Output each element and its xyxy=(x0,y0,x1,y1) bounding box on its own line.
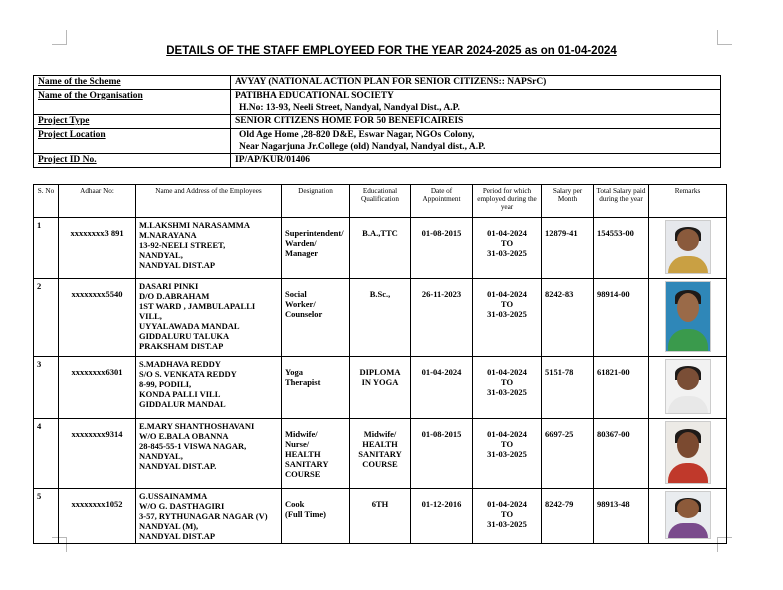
row-name-address xyxy=(136,489,282,544)
header-period: Period for which employed during the year xyxy=(473,185,542,218)
period-line: 31-03-2025 xyxy=(487,449,527,459)
row-sno: 5 xyxy=(34,489,59,544)
designation-line: HEALTH xyxy=(285,449,321,459)
row-period xyxy=(473,357,542,419)
qualification-line: DIPLOMA xyxy=(359,367,401,377)
period-line: TO xyxy=(500,299,514,309)
row-sno: 1 xyxy=(34,218,59,279)
employee-photo-icon xyxy=(665,421,711,484)
location-line-2: Near Nagarjuna Jr.College (old) Nandyal, Nandyal dist., A.P. xyxy=(239,142,486,152)
row-qualification xyxy=(350,357,411,419)
name-address-line: 28-845-55-1 VISWA NAGAR, xyxy=(139,441,247,451)
row-doa: 01-12-2016 xyxy=(411,489,473,544)
header-salary: Salary per Month xyxy=(542,185,594,218)
period-line: 01-04-2024 xyxy=(487,429,527,439)
name-address-line: 3-57, RYTHUNAGAR NAGAR (V) xyxy=(139,511,268,521)
designation-line: Superintendent/ xyxy=(285,228,344,238)
info-label: Name of the Scheme xyxy=(34,76,231,90)
row-salary: 6697-25 xyxy=(542,419,594,489)
employee-photo-icon xyxy=(665,491,711,539)
designation-line: Therapist xyxy=(285,377,321,387)
name-address-line: G.USSAINAMMA xyxy=(139,491,208,501)
row-remarks-photo xyxy=(649,419,727,489)
period-line: TO xyxy=(500,439,514,449)
qualification-line: SANITARY xyxy=(358,449,402,459)
designation-line: COURSE xyxy=(285,469,321,479)
name-address-line: GIDDALUR MANDAL xyxy=(139,399,226,409)
row-aadhaar: xxxxxxxx3 891 xyxy=(59,218,136,279)
row-period xyxy=(473,218,542,279)
info-row-location xyxy=(34,129,721,154)
row-aadhaar: xxxxxxxx5540 xyxy=(59,279,136,357)
row-name-address xyxy=(136,419,282,489)
row-qualification xyxy=(350,279,411,357)
row-total: 98913-48 xyxy=(594,489,649,544)
row-doa: 01-08-2015 xyxy=(411,419,473,489)
row-period xyxy=(473,489,542,544)
row-salary: 12879-41 xyxy=(542,218,594,279)
info-label: Name of the Organisation xyxy=(34,90,231,115)
row-sno: 3 xyxy=(34,357,59,419)
row-total: 154553-00 xyxy=(594,218,649,279)
crop-mark-top-right xyxy=(717,30,732,45)
row-salary: 8242-79 xyxy=(542,489,594,544)
period-line: 31-03-2025 xyxy=(487,248,527,258)
header-total: Total Salary paid during the year xyxy=(594,185,649,218)
row-remarks-photo xyxy=(649,218,727,279)
row-remarks-photo xyxy=(649,489,727,544)
employee-photo-icon xyxy=(665,359,711,414)
employee-photo-icon xyxy=(665,281,711,352)
row-name-address xyxy=(136,279,282,357)
designation-line: Yoga xyxy=(285,367,303,377)
table-row xyxy=(34,419,727,489)
table-row xyxy=(34,218,727,279)
designation-line: Social xyxy=(285,289,307,299)
page-title: DETAILS OF THE STAFF EMPLOYEED FOR THE YEAR 2024-2025 as on 01-04-2024 xyxy=(166,45,617,57)
info-value: IP/AP/KUR/01406 xyxy=(231,154,721,168)
name-address-line: S/O S. VENKATA REDDY xyxy=(139,369,237,379)
staff-header-row xyxy=(34,185,727,218)
period-line: 01-04-2024 xyxy=(487,228,527,238)
header-name: Name and Address of the Employees xyxy=(136,185,282,218)
row-total: 80367-00 xyxy=(594,419,649,489)
row-remarks-photo xyxy=(649,357,727,419)
info-value: AVYAY (NATIONAL ACTION PLAN FOR SENIOR CITIZENS:: NAPSrC) xyxy=(231,76,721,90)
row-salary: 5151-78 xyxy=(542,357,594,419)
name-address-line: VILL, xyxy=(139,311,162,321)
period-line: TO xyxy=(500,377,514,387)
period-line: 31-03-2025 xyxy=(487,309,527,319)
name-address-line: GIDDALURU TALUKA xyxy=(139,331,230,341)
name-address-line: 8-99, PODILI, xyxy=(139,379,192,389)
designation-line: Worker/ xyxy=(285,299,316,309)
qualification-line: 6TH xyxy=(371,499,389,509)
project-info-table xyxy=(33,75,721,168)
name-address-line: 13-92-NEELI STREET, xyxy=(139,240,226,250)
staff-table xyxy=(33,184,727,544)
table-row xyxy=(34,489,727,544)
crop-mark-top-left xyxy=(52,30,67,45)
header-aadhaar: Adhaar No: xyxy=(59,185,136,218)
row-name-address xyxy=(136,218,282,279)
row-qualification xyxy=(350,218,411,279)
name-address-line: NANDYAL, xyxy=(139,451,183,461)
row-aadhaar: xxxxxxxx9314 xyxy=(59,419,136,489)
period-line: 01-04-2024 xyxy=(487,289,527,299)
row-designation xyxy=(282,419,350,489)
location-line-1: Old Age Home ,28-820 D&E, Eswar Nagar, NGOs Colony, xyxy=(239,130,475,140)
info-row-scheme xyxy=(34,76,721,90)
qualification-line: B.Sc., xyxy=(369,289,391,299)
header-doa: Date of Appointment xyxy=(411,185,473,218)
name-address-line: S.MADHAVA REDDY xyxy=(139,359,221,369)
info-value xyxy=(231,129,721,154)
row-aadhaar: xxxxxxxx1052 xyxy=(59,489,136,544)
name-address-line: NANDYAL DIST.AP. xyxy=(139,461,217,471)
row-sno: 4 xyxy=(34,419,59,489)
designation-line: Counselor xyxy=(285,309,323,319)
row-total: 61821-00 xyxy=(594,357,649,419)
row-qualification xyxy=(350,419,411,489)
qualification-line: B.A.,TTC xyxy=(362,228,398,238)
info-label: Project Type xyxy=(34,115,231,129)
row-sno: 2 xyxy=(34,279,59,357)
row-salary: 8242-83 xyxy=(542,279,594,357)
org-address: H.No: 13-93, Neeli Street, Nandyal, Nandyal Dist., A.P. xyxy=(239,103,460,113)
designation-line: Warden/ xyxy=(285,238,317,248)
name-address-line: KONDA PALLI VILL xyxy=(139,389,221,399)
qualification-line: Midwife/ xyxy=(363,429,397,439)
designation-line: SANITARY xyxy=(285,459,329,469)
info-value xyxy=(231,90,721,115)
header-designation: Designation xyxy=(282,185,350,218)
row-doa: 01-04-2024 xyxy=(411,357,473,419)
name-address-line: W/O E.BALA OBANNA xyxy=(139,431,229,441)
row-designation xyxy=(282,357,350,419)
row-aadhaar: xxxxxxxx6301 xyxy=(59,357,136,419)
header-remarks: Remarks xyxy=(649,185,727,218)
name-address-line: 1ST WARD , JAMBULAPALLI xyxy=(139,301,256,311)
designation-line: Nurse/ xyxy=(285,439,310,449)
name-address-line: PRAKSHAM DIST.AP xyxy=(139,341,224,351)
name-address-line: M.LAKSHMI NARASAMMA xyxy=(139,220,250,230)
info-label: Project ID No. xyxy=(34,154,231,168)
name-address-line: DASARI PINKI xyxy=(139,281,199,291)
info-row-organisation xyxy=(34,90,721,115)
org-name: PATIBHA EDUCATIONAL SOCIETY xyxy=(235,91,394,101)
qualification-line: IN YOGA xyxy=(361,377,399,387)
table-row xyxy=(34,357,727,419)
period-line: 31-03-2025 xyxy=(487,519,527,529)
table-row xyxy=(34,279,727,357)
row-qualification xyxy=(350,489,411,544)
name-address-line: NANDYAL DIST.AP xyxy=(139,260,216,270)
row-doa: 01-08-2015 xyxy=(411,218,473,279)
name-address-line: NANDYAL, xyxy=(139,250,183,260)
header-sno: S. No xyxy=(34,185,59,218)
designation-line: Cook xyxy=(285,499,305,509)
name-address-line: NANDYAL (M), xyxy=(139,521,199,531)
info-row-project-id xyxy=(34,154,721,168)
employee-photo-icon xyxy=(665,220,711,274)
qualification-line: COURSE xyxy=(362,459,398,469)
row-name-address xyxy=(136,357,282,419)
name-address-line: M.NARAYANA xyxy=(139,230,197,240)
staff-table-body xyxy=(34,218,727,544)
row-designation xyxy=(282,279,350,357)
name-address-line: NANDYAL DIST.AP xyxy=(139,531,216,541)
row-total: 98914-00 xyxy=(594,279,649,357)
name-address-line: W/O G. DASTHAGIRI xyxy=(139,501,225,511)
row-doa: 26-11-2023 xyxy=(411,279,473,357)
row-period xyxy=(473,279,542,357)
designation-line: Midwife/ xyxy=(285,429,318,439)
info-label: Project Location xyxy=(34,129,231,154)
info-value: SENIOR CITIZENS HOME FOR 50 BENEFICAIREIS xyxy=(231,115,721,129)
row-designation xyxy=(282,489,350,544)
row-designation xyxy=(282,218,350,279)
period-line: TO xyxy=(500,509,514,519)
info-row-type xyxy=(34,115,721,129)
designation-line: Manager xyxy=(285,248,319,258)
period-line: 01-04-2024 xyxy=(487,367,527,377)
period-line: 31-03-2025 xyxy=(487,387,527,397)
name-address-line: E.MARY SHANTHOSHAVANI xyxy=(139,421,255,431)
designation-line: (Full Time) xyxy=(285,509,327,519)
row-period xyxy=(473,419,542,489)
qualification-line: HEALTH xyxy=(362,439,398,449)
header-qualification: Educational Qualification xyxy=(350,185,411,218)
row-remarks-photo xyxy=(649,279,727,357)
period-line: TO xyxy=(500,238,514,248)
name-address-line: D/O D.ABRAHAM xyxy=(139,291,210,301)
period-line: 01-04-2024 xyxy=(487,499,527,509)
name-address-line: UYYALAWADA MANDAL xyxy=(139,321,240,331)
